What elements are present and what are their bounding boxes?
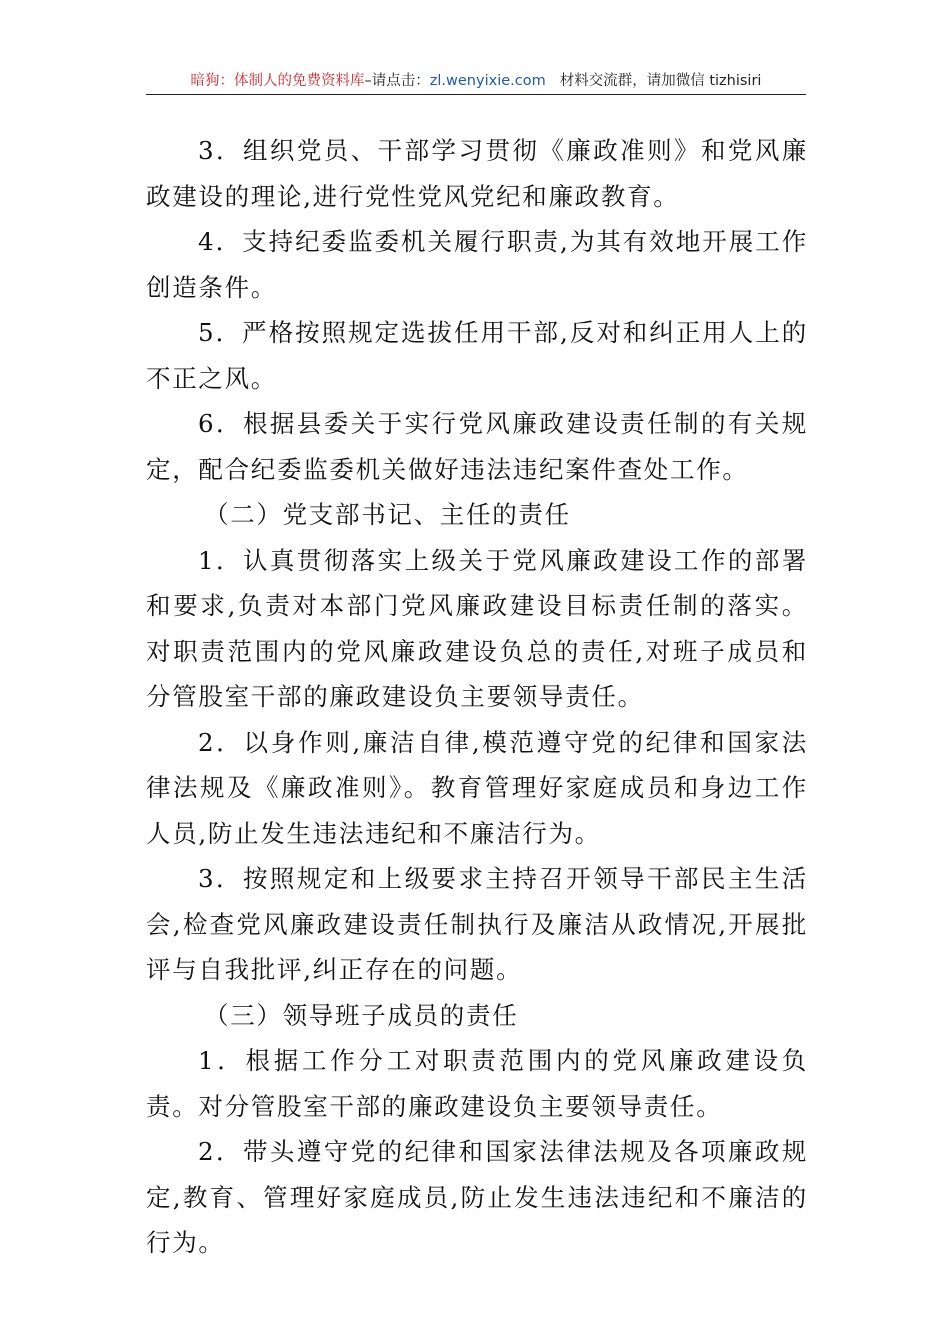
paragraph: 4．支持纪委监委机关履行职责,为其有效地开展工作创造条件。 [146, 227, 808, 302]
header-brand: 暗狗：体制人的免费资料库 [190, 73, 365, 89]
paragraph: 5．严格按照规定选拔任用干部,反对和纠正用人上的不正之风。 [146, 318, 808, 393]
paragraph: 2．以身作则,廉洁自律,模范遵守党的纪律和国家法律法规及《廉政准则》。教育管理好家庭成员和身边工作人员,防止发生违法违纪和不廉洁行为。 [146, 727, 808, 848]
paragraph: 3．按照规定和上级要求主持召开领导干部民主生活会,检查党风廉政建设责任制执行及廉洁从政情况,开展批评与自我批评,纠正存在的问题。 [146, 864, 808, 984]
header-link[interactable]: zl.wenyixie.com [429, 73, 546, 89]
paragraph: 6．根据县委关于实行党风廉政建设责任制的有关规定，配合纪委监委机关做好违法违纪案件查处工作。 [146, 409, 808, 484]
paragraph: 3．组织党员、干部学习贯彻《廉政准则》和党风廉政建设的理论,进行党性党风党纪和廉政教育。 [146, 136, 808, 211]
paragraph: 1．认真贯彻落实上级关于党风廉政建设工作的部署和要求,负责对本部门党风廉政建设目标责任制的落实。对职责范围内的党风廉政建设负总的责任,对班子成员和分管股室干部的廉政建设负主要领导责任。 [146, 545, 808, 711]
section-heading: （三）领导班子成员的责任 [204, 1000, 519, 1030]
paragraph: 1．根据工作分工对职责范围内的党风廉政建设负责。对分管股室干部的廉政建设负主要领导责任。 [146, 1046, 808, 1121]
paragraph: 2．带头遵守党的纪律和国家法律法规及各项廉政规定,教育、管理好家庭成员,防止发生违法违纪和不廉洁的行为。 [146, 1137, 808, 1257]
header-click-prompt: –请点击： [364, 73, 430, 89]
header-contact: 材料交流群，请加微信 tizhisiri [559, 73, 762, 89]
document-body [146, 128, 808, 1266]
section-heading: （二）党支部书记、主任的责任 [204, 500, 571, 529]
page-header [146, 70, 806, 95]
